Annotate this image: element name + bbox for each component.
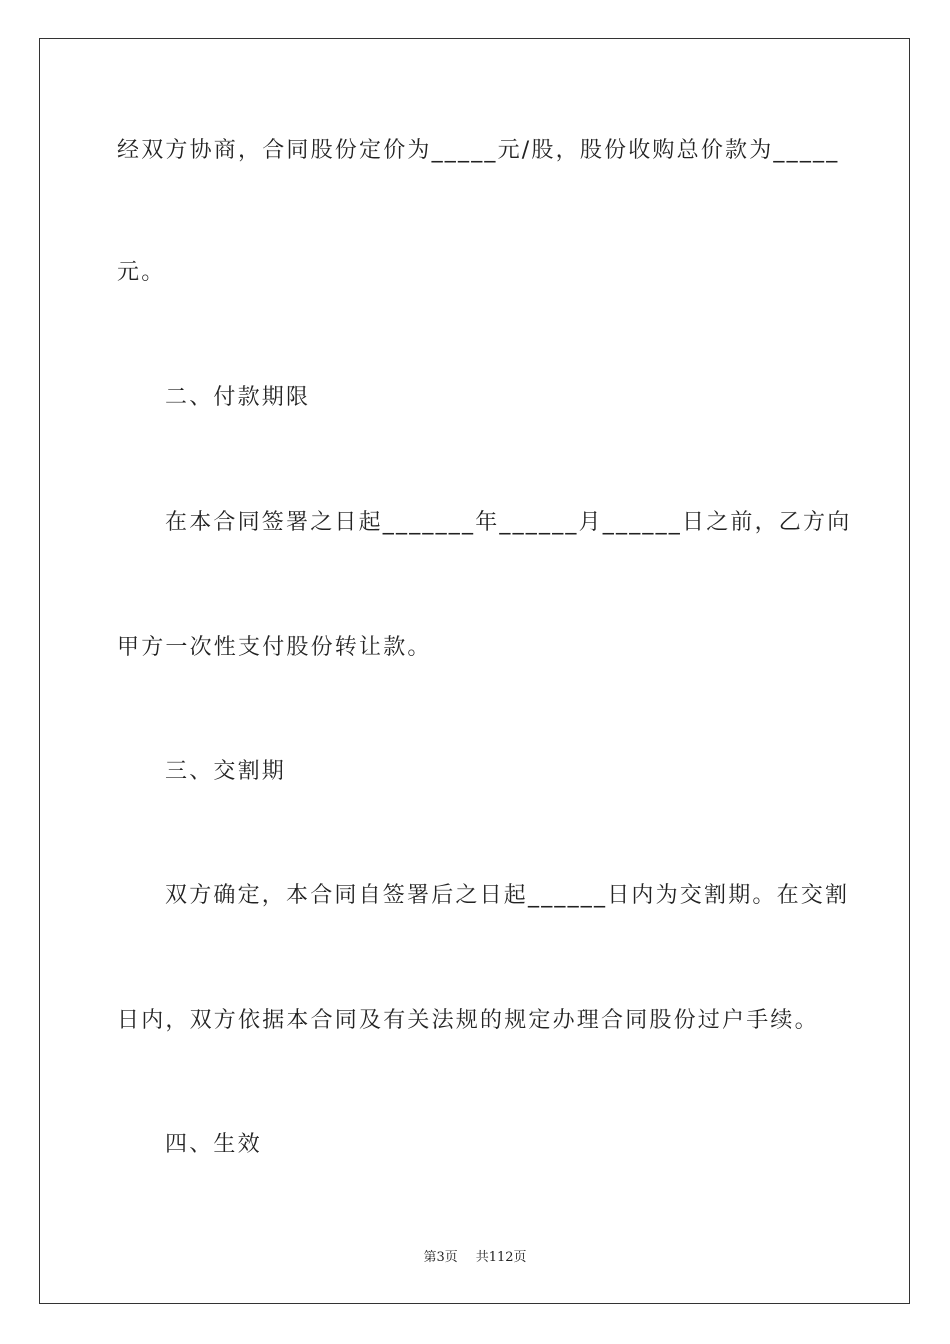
section-heading-effective: 四、生效 [165, 1132, 262, 1157]
section-heading-delivery-period: 三、交割期 [165, 759, 287, 784]
paragraph-line-delivery-cont: 日内，双方依据本合同及有关法规的规定办理合同股份过户手续。 [117, 1008, 819, 1033]
paragraph-line-payment: 在本合同签署之日起_______年______月______日之前，乙方向 [165, 510, 852, 535]
paragraph-line-delivery: 双方确定，本合同自签署后之日起______日内为交割期。在交割 [165, 883, 850, 908]
paragraph-line-price-cont: 元。 [117, 260, 166, 285]
page-number: 第3页 [423, 1250, 458, 1265]
total-pages: 共112页 [475, 1250, 527, 1265]
paragraph-line-payment-cont: 甲方一次性支付股份转让款。 [117, 635, 432, 660]
paragraph-line-price: 经双方协商，合同股份定价为_____元/股，股份收购总价款为_____ [117, 138, 840, 163]
page-border [39, 38, 910, 1304]
page-footer [0, 1246, 950, 1265]
section-heading-payment-term: 二、付款期限 [165, 385, 311, 410]
